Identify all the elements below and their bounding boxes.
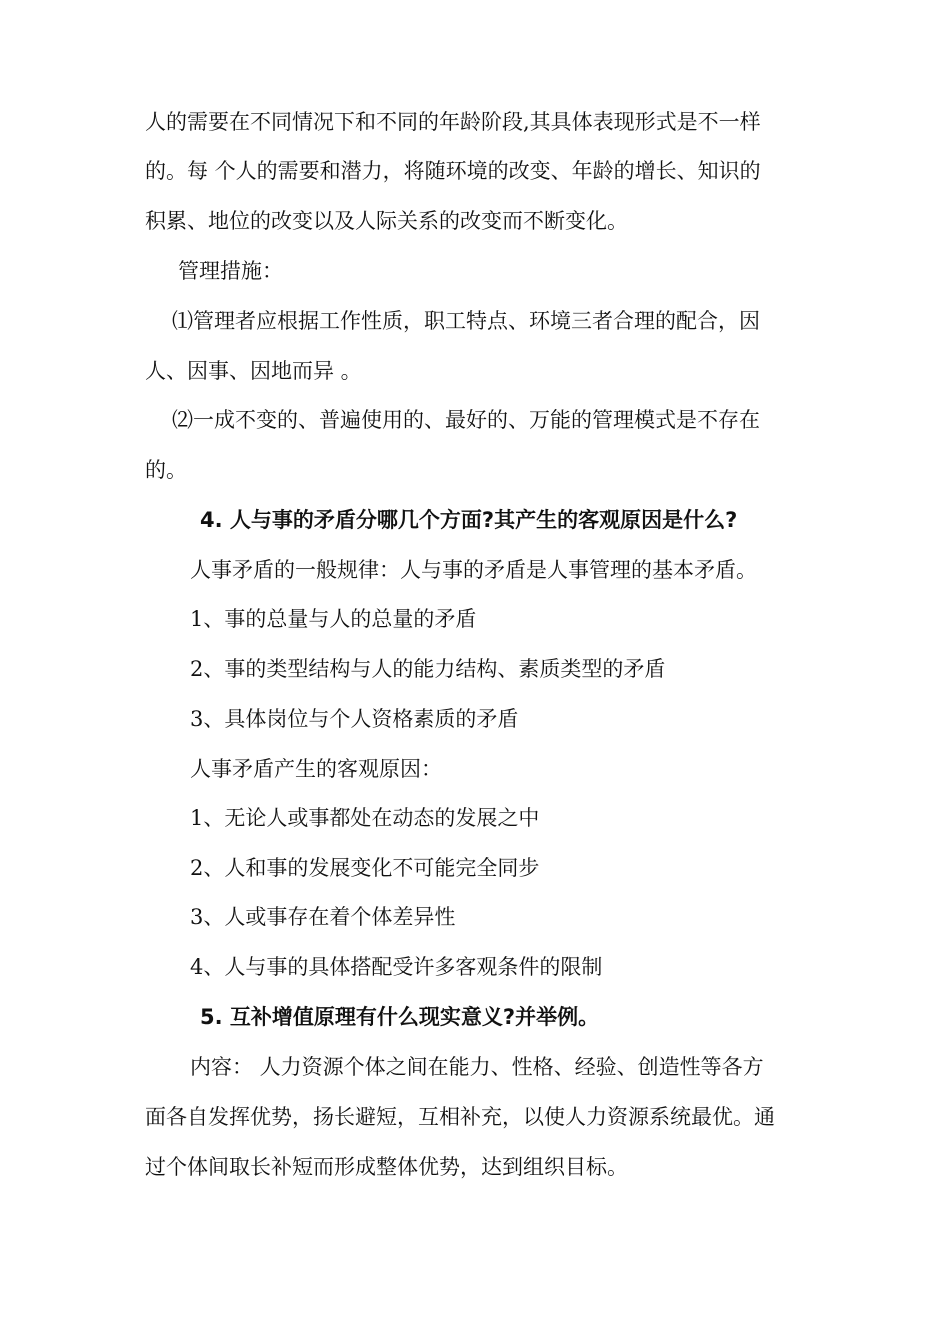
aspect-list-item: 2、事的类型结构与人的能力结构、素质类型的矛盾	[190, 657, 666, 681]
section-5-content-line: 面各自发挥优势，扬长避短，互相补充，以使人力资源系统最优。通	[145, 1105, 775, 1129]
section-5-content-line: 过个体间取长补短而形成整体优势，达到组织目标。	[145, 1155, 628, 1179]
paragraph-line: 人的需要在不同情况下和不同的年龄阶段,其具体表现形式是不一样	[145, 110, 761, 134]
aspect-list-item: 1、事的总量与人的总量的矛盾	[190, 607, 477, 631]
section-4-heading: 4. 人与事的矛盾分哪几个方面?其产生的客观原因是什么?	[200, 508, 738, 532]
measure-item-line: ⑴管理者应根据工作性质，职工特点、环境三者合理的配合，因	[172, 309, 760, 333]
measure-item-line: ⑵一成不变的、普遍使用的、最好的、万能的管理模式是不存在	[172, 408, 760, 432]
paragraph-line: 的。每 个人的需要和潜力，将随环境的改变、年龄的增长、知识的	[145, 159, 761, 183]
paragraph-line: 积累、地位的改变以及人际关系的改变而不断变化。	[145, 209, 628, 233]
section-4-rule: 人事矛盾的一般规律：人与事的矛盾是人事管理的基本矛盾。	[190, 558, 757, 582]
measures-label: 管理措施：	[178, 259, 283, 283]
cause-list-item: 3、人或事存在着个体差异性	[190, 905, 456, 929]
measure-item-line: 的。	[145, 458, 187, 482]
cause-list-item: 4、人与事的具体搭配受许多客观条件的限制	[190, 955, 603, 979]
section-5-heading: 5. 互补增值原理有什么现实意义?并举例。	[200, 1005, 600, 1029]
causes-label: 人事矛盾产生的客观原因：	[190, 757, 442, 781]
aspect-list-item: 3、具体岗位与个人资格素质的矛盾	[190, 707, 519, 731]
cause-list-item: 1、无论人或事都处在动态的发展之中	[190, 806, 540, 830]
cause-list-item: 2、人和事的发展变化不可能完全同步	[190, 856, 540, 880]
section-5-content-line: 内容： 人力资源个体之间在能力、性格、经验、创造性等各方	[190, 1055, 764, 1079]
measure-item-line: 人、因事、因地而异 。	[145, 359, 362, 383]
